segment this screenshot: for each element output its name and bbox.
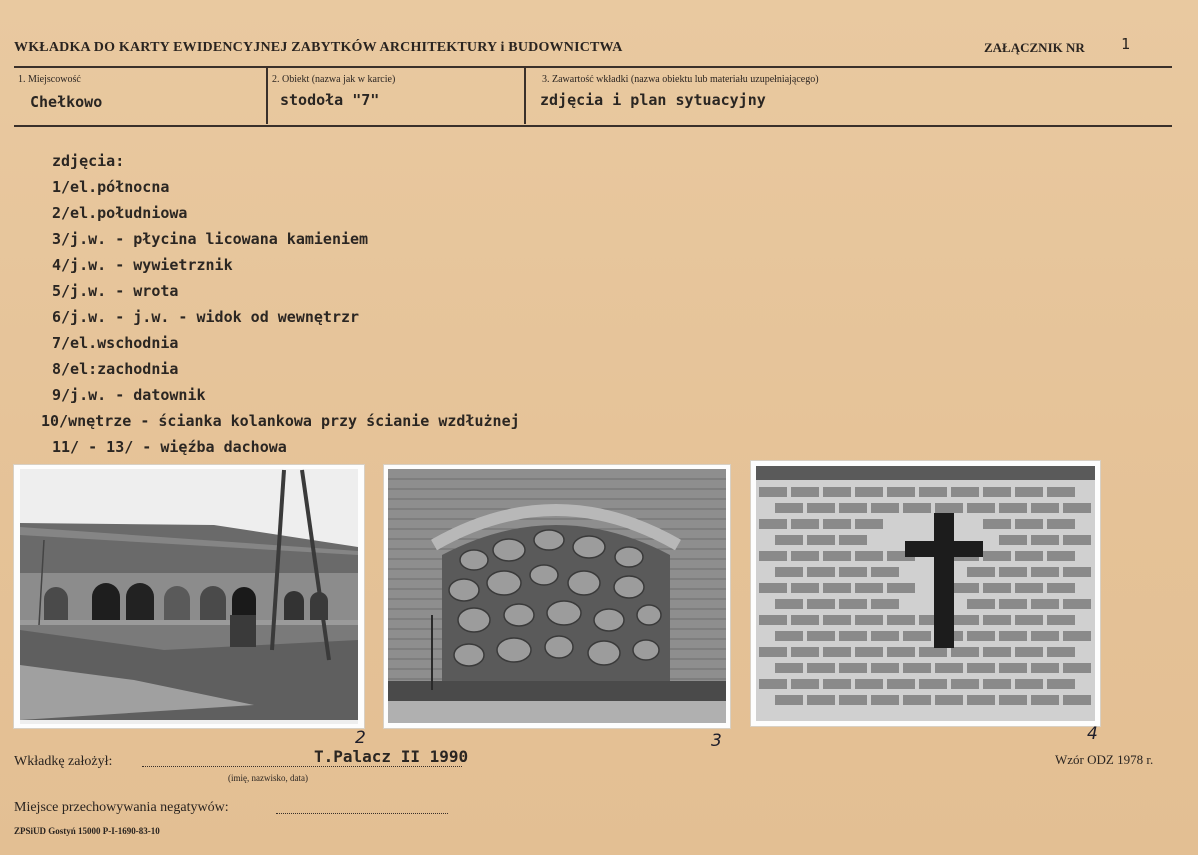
photo-number-4: 4 <box>1087 724 1098 744</box>
photo-list-item: 2/el.południowa <box>52 204 188 222</box>
field-divider-2 <box>524 67 526 124</box>
content-value: zdjęcia i plan sytuacyjny <box>540 91 766 109</box>
founded-dotted-line <box>142 766 462 767</box>
locality-label: 1. Miejscowość <box>18 74 81 85</box>
template-label: Wzór ODZ 1978 r. <box>1055 752 1154 767</box>
photo-number-2: 2 <box>355 728 366 748</box>
print-info: ZPSiUD Gostyń 15000 P-I-1690-83-10 <box>14 826 160 836</box>
photo-list-item: 1/el.północna <box>52 178 170 196</box>
content-label: 3. Zawartość wkładki (nazwa obiektu lub materiału uzupełniającego) <box>542 74 819 85</box>
photo-list-item: 7/el.wschodnia <box>52 334 179 352</box>
photo-list-item: 5/j.w. - wrota <box>52 282 179 300</box>
annex-label: ZAŁĄCZNIK NR <box>984 40 1085 55</box>
photo-list-item: 11/ - 13/ - więźba dachowa <box>52 438 287 456</box>
photo-list-item: 3/j.w. - płycina licowana kamieniem <box>52 230 369 248</box>
negatives-dotted-line <box>276 813 448 814</box>
object-label: 2. Obiekt (nazwa jak w karcie) <box>272 74 396 85</box>
photo-list-item: 4/j.w. - wywietrznik <box>52 256 233 274</box>
photo-list-item: 6/j.w. - j.w. - widok od wewnętrzr <box>52 308 360 326</box>
photo-list-item: 9/j.w. - datownik <box>52 386 206 404</box>
founded-hint: (imię, nazwisko, data) <box>228 773 308 783</box>
stone-panel-photo <box>384 465 730 728</box>
brick-vent-photo <box>751 461 1100 726</box>
photo-list-item: 10/wnętrze - ścianka kolankowa przy ścianie wzdłużnej <box>41 412 520 430</box>
object-value: stodoła "7" <box>280 91 380 109</box>
fields-rule <box>14 125 1172 127</box>
barn-photo <box>14 465 364 728</box>
field-divider-1 <box>266 67 268 124</box>
founded-label: Wkładkę założył: <box>14 754 113 769</box>
founded-value: T.Palacz II 1990 <box>314 747 469 766</box>
photo-list-heading: zdjęcia: <box>52 152 125 170</box>
annex-number: 1 <box>1121 35 1131 53</box>
negatives-label: Miejsce przechowywania negatywów: <box>14 800 229 815</box>
locality-value: Chełkowo <box>30 93 103 111</box>
photo-list-item: 8/el:zachodnia <box>52 360 179 378</box>
header-rule <box>14 66 1172 68</box>
photo-number-3: 3 <box>711 731 722 751</box>
card-title: WKŁADKA DO KARTY EWIDENCYJNEJ ZABYTKÓW ARCHITEKTURY i BUDOWNICTWA <box>14 40 623 55</box>
